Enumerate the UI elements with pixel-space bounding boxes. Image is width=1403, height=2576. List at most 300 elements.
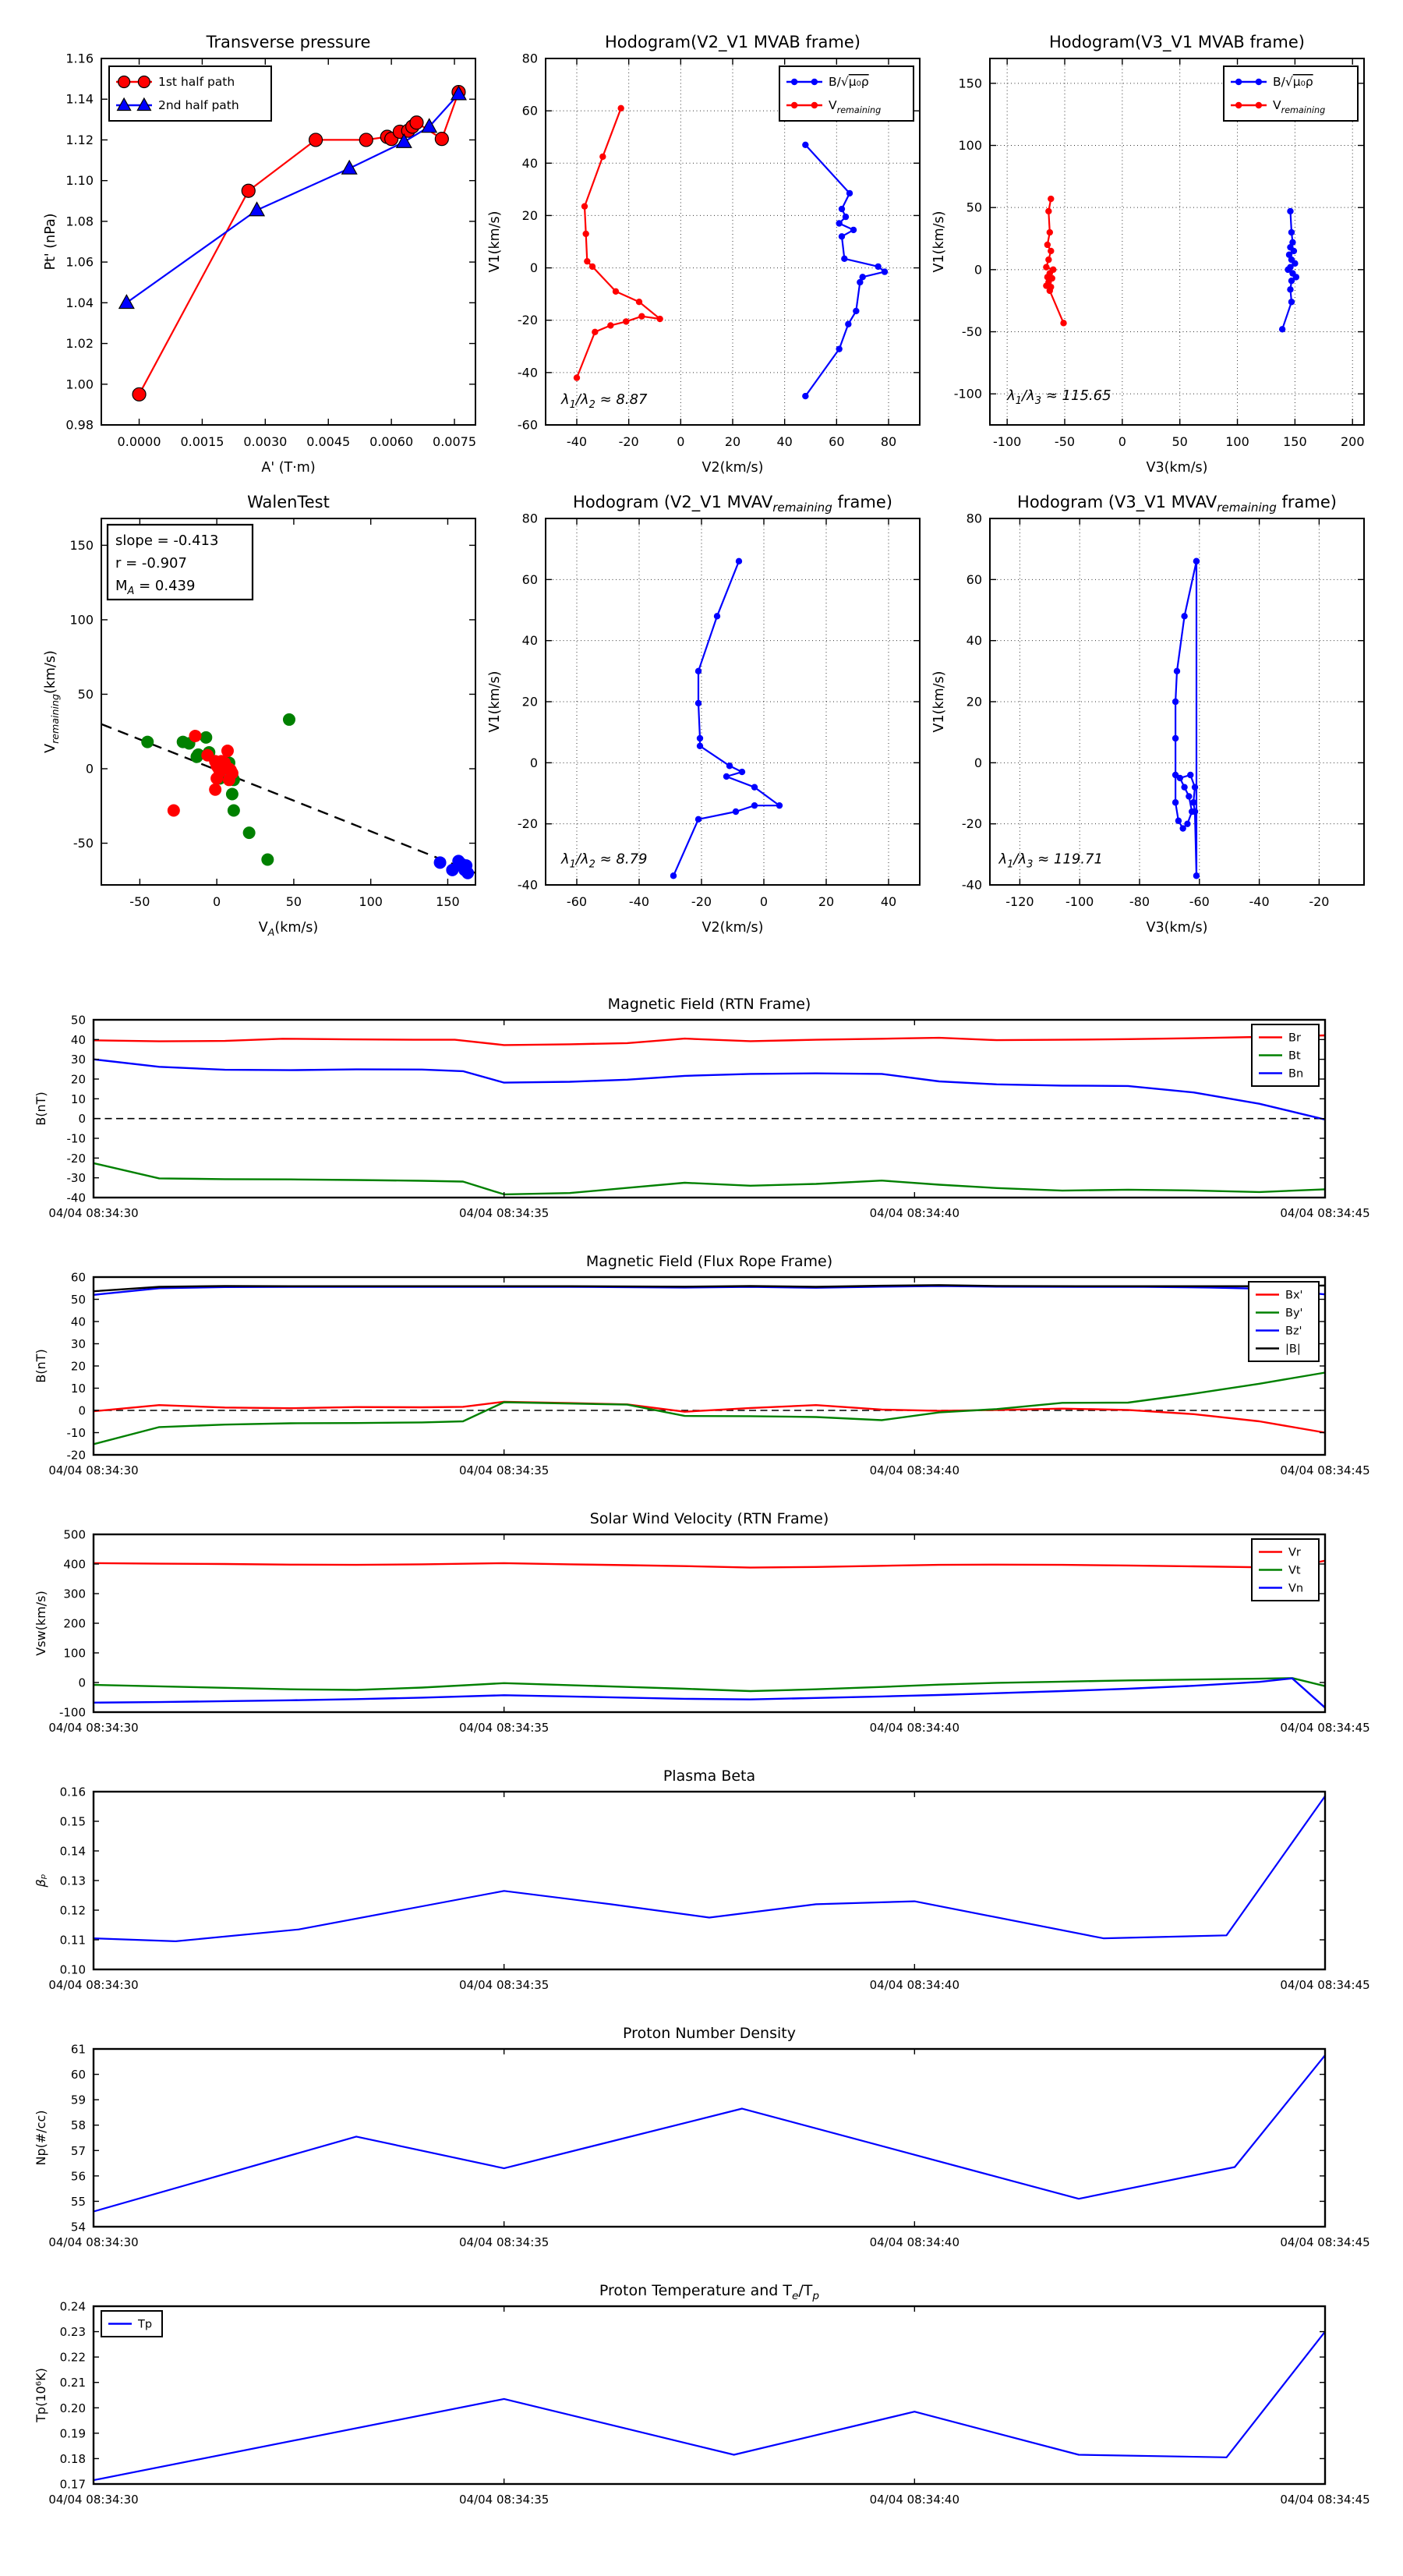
xtick-label: 100 — [1225, 434, 1249, 449]
marker-dot — [1045, 208, 1051, 214]
marker-dot — [1184, 820, 1190, 826]
ytick-label: 20 — [521, 694, 538, 709]
marker-dot — [1193, 872, 1200, 879]
ytick-label: 0.19 — [59, 2426, 86, 2441]
marker-dot — [1043, 264, 1049, 270]
marker-dot — [836, 220, 842, 226]
xtick-label: -20 — [691, 894, 712, 909]
marker-dot — [1235, 79, 1242, 85]
marker-dot — [1177, 775, 1183, 781]
magnetic-field-fluxrope-legend — [1249, 1282, 1319, 1361]
hodogram-v3v1-mvav-xlabel: V3(km/s) — [1146, 920, 1208, 936]
ytick-label: 80 — [521, 51, 538, 66]
magnetic-field-fluxrope-spines — [94, 1277, 1325, 1455]
hodogram-v2v1-mvav-series-v-path — [670, 558, 783, 879]
marker-circle — [221, 745, 234, 757]
ytick-label: 56 — [70, 2169, 86, 2184]
xtick-label: 04/04 08:34:40 — [869, 1978, 960, 1992]
stats-line-2: $M_A = 0.439$ — [115, 578, 196, 597]
xtick-label: -60 — [566, 894, 588, 909]
marker-dot — [875, 264, 881, 270]
ytick-label: 0.13 — [59, 1874, 86, 1888]
marker-circle — [223, 773, 235, 786]
ytick-label: 100 — [958, 138, 982, 154]
ytick-label: 0.22 — [59, 2350, 86, 2365]
ytick-label: 50 — [70, 1013, 86, 1028]
xtick-label: 04/04 08:34:35 — [458, 1978, 550, 1992]
series-line — [94, 1163, 1325, 1194]
marker-dot — [1187, 772, 1193, 778]
proton-temperature-title: Proton Temperature and $T_e/T_p$ — [599, 2282, 820, 2302]
marker-dot — [751, 802, 758, 809]
proton-number-density-title: Proton Number Density — [623, 2025, 796, 2042]
ytick-label: 150 — [958, 76, 982, 91]
legend-label-0: 1st half path — [158, 75, 235, 89]
xtick-label: 04/04 08:34:30 — [48, 1721, 139, 1735]
plasma-beta-ticks — [48, 1785, 1369, 1993]
marker-dot — [638, 313, 645, 319]
chart-transverse-pressure — [43, 33, 476, 476]
series-line — [94, 1796, 1325, 1941]
walen-test-series-scatter-blue — [434, 855, 475, 879]
marker-dot — [791, 79, 797, 85]
marker-dot — [1045, 257, 1051, 263]
ytick-label: 20 — [70, 1359, 86, 1374]
magnetic-field-fluxrope-ticks — [48, 1271, 1369, 1478]
xtick-label: -60 — [1189, 894, 1210, 909]
proton-number-density-ticks — [48, 2043, 1369, 2250]
chart-proton-number-density — [34, 2025, 1370, 2249]
xtick-label: 04/04 08:34:40 — [869, 2493, 960, 2507]
ytick-label: 0 — [974, 262, 982, 278]
marker-dot — [695, 668, 702, 674]
xtick-label: 04/04 08:34:30 — [48, 1463, 139, 1477]
ytick-label: 55 — [70, 2194, 86, 2209]
xtick-label: -40 — [566, 434, 588, 449]
marker-triangle — [249, 203, 264, 216]
ytick-label: 100 — [69, 612, 94, 628]
ytick-label: 0 — [85, 761, 94, 777]
hodogram-v2v1-mvav-title: Hodogram (V2_V1 $MVAV_{remaining}$ frame) — [573, 493, 892, 515]
xtick-label: -80 — [1129, 894, 1150, 909]
ytick-label: 50 — [966, 200, 982, 215]
ytick-label: 50 — [70, 1293, 86, 1307]
marker-dot — [791, 102, 797, 108]
marker-dot — [1181, 613, 1187, 619]
magnetic-field-rtn-ylabel: B(nT) — [34, 1092, 48, 1126]
ytick-label: 80 — [521, 511, 538, 526]
marker-circle — [261, 854, 274, 866]
marker-circle — [200, 731, 212, 744]
marker-dot — [751, 784, 758, 790]
ytick-label: 0.15 — [59, 1814, 86, 1829]
chart-magnetic-field-rtn — [34, 996, 1370, 1220]
ytick-label: 200 — [63, 1616, 86, 1631]
xtick-label: 0 — [1118, 434, 1126, 449]
legend-label-2: Vn — [1288, 1582, 1304, 1595]
marker-dot — [845, 321, 851, 327]
chart-hodogram-v2v1-mvav — [487, 493, 920, 936]
ytick-label: 40 — [966, 633, 982, 649]
hodogram-v2v1-mvav-ticks — [518, 511, 920, 910]
xtick-label: -40 — [628, 894, 650, 909]
marker-dot — [723, 773, 730, 780]
marker-triangle — [119, 295, 134, 308]
ytick-label: 300 — [63, 1587, 86, 1601]
ytick-label: 61 — [70, 2042, 86, 2057]
marker-dot — [853, 308, 859, 314]
ytick-label: 400 — [63, 1557, 86, 1572]
marker-dot — [776, 802, 783, 809]
ytick-label: 0 — [974, 755, 982, 770]
solar-wind-velocity-title: Solar Wind Velocity (RTN Frame) — [589, 1510, 829, 1527]
proton-temperature-series-tp — [94, 2332, 1325, 2481]
ytick-label: 0 — [529, 755, 538, 770]
hodogram-v2v1-mvav-xlabel: V2(km/s) — [702, 920, 764, 936]
plasma-beta-title: Plasma Beta — [663, 1767, 756, 1785]
marker-dot — [589, 264, 595, 270]
marker-dot — [1047, 229, 1053, 235]
xtick-label: 0 — [677, 434, 685, 449]
marker-dot — [1175, 818, 1182, 824]
ytick-label: 0.17 — [59, 2477, 86, 2492]
marker-dot — [1279, 326, 1285, 332]
marker-dot — [656, 316, 663, 322]
xtick-label: 04/04 08:34:35 — [458, 1463, 550, 1477]
marker-circle — [189, 730, 201, 742]
xtick-label: 04/04 08:34:40 — [869, 1721, 960, 1735]
plasma-beta-ylabel: βₚ — [34, 1874, 48, 1888]
chart-hodogram-v3v1-mvav — [931, 493, 1364, 936]
ytick-label: 20 — [70, 1072, 86, 1087]
ytick-label: -30 — [66, 1171, 86, 1186]
ytick-label: -40 — [961, 877, 982, 893]
xtick-label: -20 — [618, 434, 639, 449]
xtick-label: 60 — [829, 434, 845, 449]
transverse-pressure-xlabel: A' (T·m) — [261, 460, 316, 476]
xtick-label: -40 — [1249, 894, 1270, 909]
marker-dot — [1172, 735, 1179, 741]
walen-test-stats-box — [108, 525, 253, 600]
ytick-label: 0.16 — [59, 1785, 86, 1799]
series-line — [101, 724, 475, 873]
series-line — [94, 1678, 1325, 1691]
transverse-pressure-series-1st-half-path — [133, 86, 465, 402]
marker-dot — [599, 154, 606, 160]
magnetic-field-fluxrope-title: Magnetic Field (Flux Rope Frame) — [585, 1253, 833, 1270]
marker-dot — [811, 102, 818, 108]
hodogram-v2v1-mvav-grid — [546, 518, 920, 885]
xtick-label: 04/04 08:34:45 — [1280, 1463, 1370, 1477]
proton-temperature-ticks — [48, 2300, 1369, 2507]
ytick-label: -20 — [66, 1151, 86, 1166]
ytick-label: -50 — [961, 324, 982, 340]
legend-label-0: B/√μ₀ρ — [829, 75, 869, 89]
hodogram-v3v1-mvav-title: Hodogram (V3_V1 $MVAV_{remaining}$ frame) — [1017, 493, 1337, 515]
xtick-label: -120 — [1005, 894, 1034, 909]
ytick-label: 30 — [70, 1337, 86, 1351]
marker-dot — [1181, 784, 1187, 790]
ytick-label: -50 — [72, 836, 94, 851]
marker-circle — [242, 184, 255, 197]
legend-label-1: 2nd half path — [158, 98, 239, 112]
legend-label-3: |B| — [1285, 1343, 1301, 1356]
legend-label-1: $V_{remaining}$ — [1273, 98, 1326, 115]
magnetic-field-rtn-legend — [1252, 1024, 1319, 1086]
magnetic-field-rtn-spines — [94, 1020, 1325, 1198]
marker-dot — [841, 256, 847, 262]
ytick-label: -20 — [961, 816, 982, 832]
hodogram-v3v1-mvab-annotation-0: $\lambda_1/\lambda_3 \approx 115.65$ — [1007, 387, 1111, 408]
proton-temperature-spines — [94, 2306, 1325, 2484]
chart-magnetic-field-fluxrope — [34, 1253, 1370, 1477]
chart-proton-temperature — [34, 2282, 1370, 2507]
ytick-label: -60 — [517, 417, 538, 433]
proton-number-density-spines — [94, 2049, 1325, 2227]
ytick-label: 0.98 — [65, 417, 94, 433]
marker-circle — [133, 387, 146, 401]
legend-label-2: Bz' — [1285, 1325, 1302, 1338]
xtick-label: 04/04 08:34:35 — [458, 2493, 550, 2507]
hodogram-v3v1-mvav-series-v-path — [1172, 558, 1200, 879]
legend-label-1: By' — [1285, 1307, 1303, 1320]
marker-circle — [461, 867, 474, 879]
ytick-label: -20 — [517, 313, 538, 328]
hodogram-v2v1-mvab-title: Hodogram(V2_V1 MVAB frame) — [605, 33, 861, 51]
magnetic-field-rtn-ticks — [48, 1014, 1369, 1221]
ytick-label: 1.08 — [65, 214, 94, 229]
xtick-label: 04/04 08:34:45 — [1280, 1206, 1370, 1220]
series-line — [94, 1402, 1325, 1433]
series-line — [94, 1561, 1325, 1568]
marker-circle — [309, 133, 323, 147]
magnetic-field-fluxrope-ylabel: B(nT) — [34, 1349, 48, 1383]
xtick-label: 04/04 08:34:45 — [1280, 1721, 1370, 1735]
ytick-label: 0.12 — [59, 1903, 86, 1918]
ytick-label: 30 — [70, 1053, 86, 1067]
xtick-label: 40 — [776, 434, 793, 449]
xtick-label: 04/04 08:34:30 — [48, 1978, 139, 1992]
marker-triangle — [342, 161, 357, 174]
xtick-label: 40 — [880, 894, 897, 909]
marker-circle — [226, 787, 239, 800]
ytick-label: 1.06 — [65, 254, 94, 270]
marker-circle — [283, 713, 295, 726]
xtick-label: 0.0000 — [117, 434, 161, 449]
solar-wind-velocity-spines — [94, 1534, 1325, 1712]
proton-temperature-legend — [101, 2311, 162, 2337]
series-line — [94, 1060, 1325, 1120]
marker-dot — [1288, 229, 1295, 235]
marker-circle — [209, 784, 221, 796]
xtick-label: 0 — [213, 894, 221, 909]
ytick-label: 0.21 — [59, 2376, 86, 2390]
marker-dot — [733, 809, 739, 815]
chart-plasma-beta — [34, 1767, 1370, 1992]
ytick-label: -40 — [66, 1191, 86, 1205]
ytick-label: 58 — [70, 2118, 86, 2133]
hodogram-v3v1-mvab-legend — [1224, 66, 1358, 121]
xtick-label: -20 — [1309, 894, 1330, 909]
marker-dot — [1186, 793, 1192, 799]
xtick-label: 0.0030 — [243, 434, 288, 449]
marker-dot — [607, 322, 613, 328]
hodogram-v2v1-mvav-annotation-0: $\lambda_1/\lambda_2 \approx 8.79$ — [561, 851, 648, 871]
series-line — [94, 2055, 1325, 2211]
ytick-label: 0 — [78, 1112, 86, 1127]
xtick-label: 100 — [359, 894, 383, 909]
xtick-label: 04/04 08:34:45 — [1280, 2235, 1370, 2249]
xtick-label: 0.0045 — [306, 434, 351, 449]
solar-wind-velocity-series-vn — [94, 1679, 1325, 1708]
ytick-label: -10 — [66, 1426, 86, 1440]
ytick-label: 0 — [78, 1403, 86, 1418]
solar-wind-velocity-ticks — [48, 1528, 1369, 1736]
plasma-beta-spines — [94, 1792, 1325, 1969]
ytick-label: 60 — [521, 103, 538, 119]
hodogram-v2v1-mvab-series-b-alfven — [802, 142, 888, 400]
walen-test-xlabel: $V_A(km/s)$ — [258, 920, 319, 938]
marker-dot — [613, 288, 619, 295]
marker-dot — [695, 816, 702, 823]
xtick-label: 0.0060 — [369, 434, 414, 449]
walen-test-title: WalenTest — [247, 493, 330, 511]
ytick-label: -20 — [517, 816, 538, 832]
xtick-label: 150 — [1283, 434, 1307, 449]
marker-dot — [1060, 320, 1066, 326]
xtick-label: 04/04 08:34:30 — [48, 2235, 139, 2249]
solar-wind-velocity-legend — [1252, 1539, 1319, 1601]
marker-dot — [636, 299, 642, 305]
marker-dot — [1172, 799, 1179, 805]
ytick-label: 40 — [70, 1032, 86, 1047]
ytick-label: -100 — [58, 1705, 86, 1720]
marker-circle — [243, 826, 256, 839]
marker-dot — [714, 613, 720, 619]
transverse-pressure-ylabel: Pt' (nPa) — [43, 213, 58, 271]
ytick-label: 1.16 — [65, 51, 94, 66]
transverse-pressure-title: Transverse pressure — [206, 33, 371, 51]
series-line — [94, 1679, 1325, 1708]
hodogram-v3v1-mvav-ylabel: V1(km/s) — [931, 671, 947, 733]
hodogram-v2v1-mvav-ylabel: V1(km/s) — [487, 671, 503, 733]
ytick-label: 0.11 — [59, 1933, 86, 1948]
marker-dot — [1288, 299, 1295, 305]
ytick-label: 10 — [70, 1382, 86, 1396]
ytick-label: 59 — [70, 2093, 86, 2107]
marker-dot — [1235, 102, 1242, 108]
legend-label-1: Vt — [1288, 1564, 1301, 1577]
ytick-label: -40 — [517, 365, 538, 380]
ytick-label: 57 — [70, 2143, 86, 2158]
marker-dot — [1287, 208, 1293, 214]
proton-number-density-series-np — [94, 2055, 1325, 2211]
marker-dot — [1048, 196, 1054, 202]
xtick-label: 50 — [1172, 434, 1188, 449]
walen-test-series-fit-line — [101, 724, 475, 873]
marker-dot — [850, 227, 857, 233]
ytick-label: 0.24 — [59, 2299, 86, 2314]
xtick-label: 04/04 08:34:40 — [869, 1206, 960, 1220]
proton-temperature-ylabel: Tp(10⁶K) — [34, 2368, 48, 2422]
ytick-label: 150 — [69, 537, 94, 553]
ytick-label: -100 — [953, 386, 982, 402]
legend-label-1: Bt — [1288, 1049, 1301, 1063]
series-line — [805, 145, 885, 396]
ytick-label: 20 — [521, 207, 538, 223]
ytick-label: 60 — [70, 1270, 86, 1285]
ytick-label: -10 — [66, 1131, 86, 1146]
marker-dot — [811, 79, 818, 85]
hodogram-v3v1-mvab-series-v-remaining — [1043, 196, 1067, 327]
marker-dot — [623, 318, 629, 324]
marker-circle — [410, 116, 423, 129]
marker-dot — [839, 233, 845, 239]
solar-wind-velocity-series-vr — [94, 1561, 1325, 1568]
chart-hodogram-v3v1-mvab — [931, 33, 1365, 476]
marker-dot — [1192, 809, 1198, 815]
marker-dot — [1256, 79, 1262, 85]
ytick-label: 40 — [70, 1315, 86, 1329]
marker-dot — [697, 735, 703, 741]
xtick-label: 0.0015 — [180, 434, 224, 449]
ytick-label: 500 — [63, 1527, 86, 1542]
legend-label-0: Vr — [1288, 1546, 1301, 1559]
hodogram-v3v1-mvab-series-b-alfven — [1279, 208, 1299, 333]
xtick-label: -100 — [992, 434, 1022, 449]
magnetic-field-rtn-title: Magnetic Field (RTN Frame) — [607, 996, 811, 1013]
marker-dot — [882, 268, 888, 274]
hodogram-v2v1-mvab-annotation-0: $\lambda_1/\lambda_2 \approx 8.87$ — [561, 391, 648, 412]
marker-circle — [118, 76, 130, 88]
hodogram-v3v1-mvav-annotation-0: $\lambda_1/\lambda_3 \approx 119.71$ — [998, 851, 1103, 871]
marker-dot — [1287, 286, 1293, 292]
hodogram-v2v1-mvab-xlabel: V2(km/s) — [702, 460, 764, 476]
ytick-label: 0.20 — [59, 2401, 86, 2415]
legend-label-0: Bx' — [1285, 1289, 1303, 1302]
hodogram-v3v1-mvab-xlabel: V3(km/s) — [1146, 460, 1208, 476]
ytick-label: 60 — [966, 571, 982, 587]
marker-dot — [581, 203, 588, 209]
xtick-label: 04/04 08:34:30 — [48, 2493, 139, 2507]
xtick-label: 50 — [285, 894, 302, 909]
marker-circle — [210, 772, 223, 784]
marker-dot — [802, 142, 808, 148]
marker-dot — [736, 558, 742, 564]
hodogram-v2v1-mvab-series-v-remaining — [574, 105, 663, 381]
ytick-label: 1.02 — [65, 336, 94, 352]
hodogram-v3v1-mvav-ticks — [962, 511, 1364, 910]
ytick-label: 60 — [521, 571, 538, 587]
legend-label-1: $V_{remaining}$ — [829, 98, 882, 115]
ytick-label: -20 — [66, 1448, 86, 1463]
ytick-label: 1.04 — [65, 295, 94, 310]
ytick-label: 0.14 — [59, 1844, 86, 1859]
ytick-label: 1.10 — [65, 173, 94, 189]
marker-dot — [843, 214, 849, 220]
xtick-label: 0.0075 — [433, 434, 477, 449]
ytick-label: 1.14 — [65, 91, 94, 107]
ytick-label: 10 — [70, 1092, 86, 1106]
marker-dot — [1256, 102, 1262, 108]
magnetic-field-rtn-series-bn — [94, 1060, 1325, 1120]
marker-dot — [1192, 784, 1198, 790]
stats-line-0: slope = -0.413 — [115, 533, 219, 549]
ytick-label: 54 — [70, 2220, 86, 2235]
marker-dot — [857, 279, 863, 285]
marker-dot — [695, 700, 702, 706]
plasma-beta-series-beta-p — [94, 1796, 1325, 1941]
